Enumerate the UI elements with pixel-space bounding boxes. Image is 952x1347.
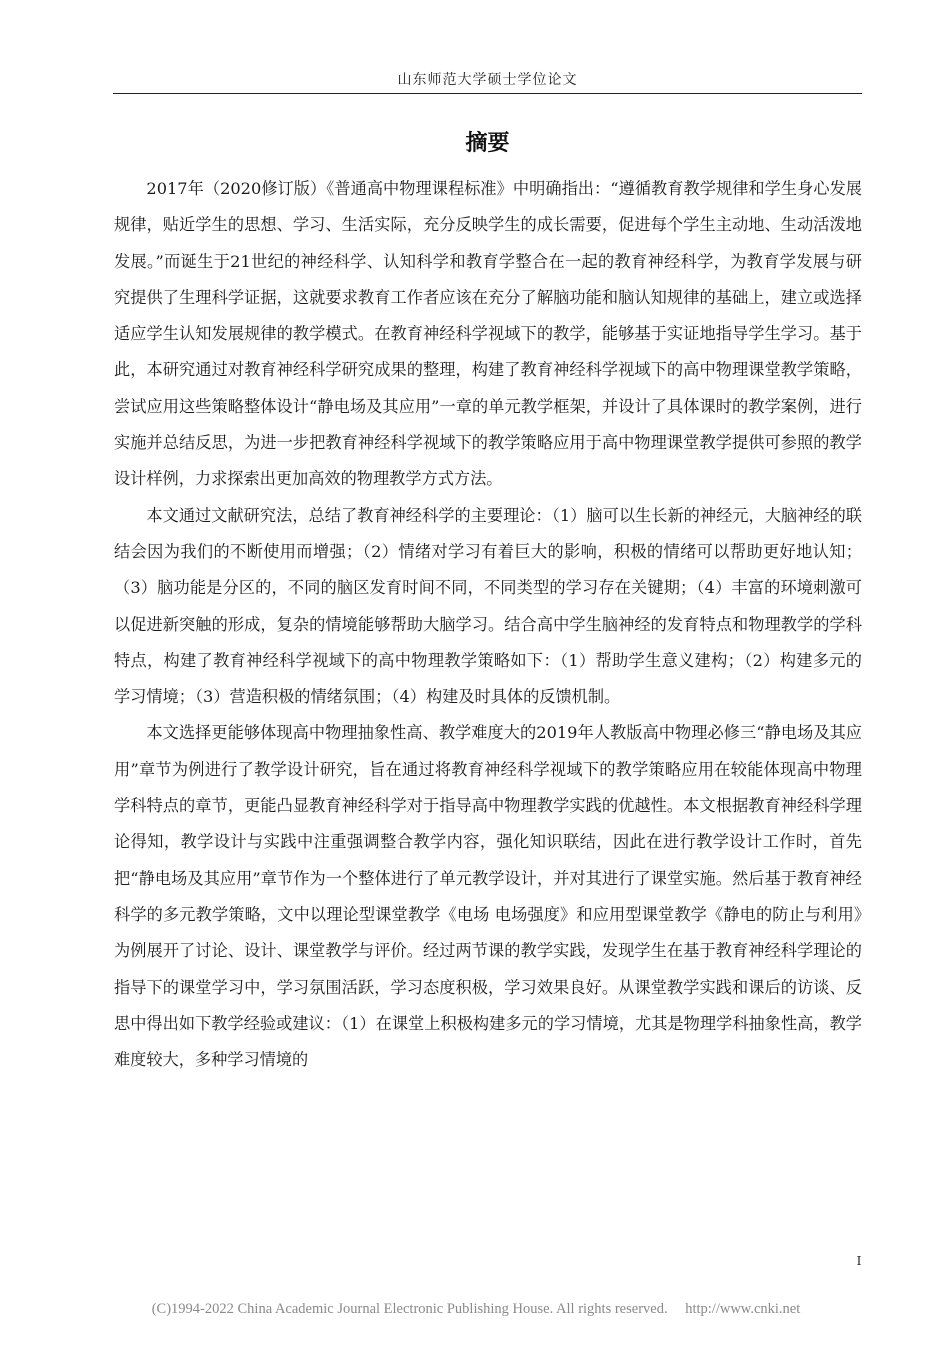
footer-copyright: (C)1994-2022 China Academic Journal Electronic Publishing House. All rights reserved. [151,1301,668,1317]
abstract-title: 摘要 [465,131,510,156]
abstract-paragraph-3: 本文选择更能够体现高中物理抽象性高、教学难度大的2019年人教版高中物理必修三“静电场及其应用”章节为例进行了教学设计研究，旨在通过将教育神经科学视域下的教学策略应用在较能体现高中物理学科特点的章节，更能凸显教育神经科学对于指导高中物理教学实践的优越性。本文根据教育神经科学理论得知，教学设计与实践中注重强调整合教学内容，强化知识联结，因此在进行教学设计工作时，首先把“静电场及其应用”章节作为一个整体进行了单元教学设计，并对其进行了课堂实施。然后基于教育神经科学的多元教学策略，文中以理论型课堂教学《电场 电场强度》和应用型课堂教学《静电的防止与利用》为例展开了讨论、设计、课堂教学与评价。经过两节课的教学实践，发现学生在基于教育神经科学理论的指导下的课堂学习中，学习氛围活跃，学习态度积极，学习效果良好。从课堂教学实践和课后的访谈、反思中得出如下教学经验或建议：（1）在课堂上积极构建多元的学习情境，尤其是物理学科抽象性高，教学难度较大，多种学习情境的 [114,723,862,1070]
footer-copyright-line [0,1299,952,1319]
abstract-body [114,171,862,1078]
running-header: 山东师范大学硕士学位论文 [397,72,578,88]
header-rule [113,93,862,94]
abstract-paragraph-2: 本文通过文献研究法，总结了教育神经科学的主要理论：（1）脑可以生长新的神经元，大脑神经的联结会因为我们的不断使用而增强；（2）情绪对学习有着巨大的影响，积极的情绪可以帮助更好地认知；（3）脑功能是分区的，不同的脑区发育时间不同，不同类型的学习存在关键期；（4）丰富的环境刺激可以促进新突触的形成，复杂的情境能够帮助大脑学习。结合高中学生脑神经的发育特点和物理教学的学科特点，构建了教育神经科学视域下的高中物理教学策略如下：（1）帮助学生意义建构；（2）构建多元的学习情境；（3）营造积极的情绪氛围；（4）构建及时具体的反馈机制。 [114,505,862,707]
footer-url[interactable]: http://www.cnki.net [685,1301,801,1317]
page-number: I [856,1254,862,1268]
abstract-paragraph-1: 2017年（2020修订版）《普通高中物理课程标准》中明确指出：“遵循教育教学规律和学生身心发展规律，贴近学生的思想、学习、生活实际，充分反映学生的成长需要，促进每个学生主动地、生动活泼地发展。”而诞生于21世纪的神经科学、认知科学和教育学整合在一起的教育神经科学，为教育学发展与研究提供了生理科学证据，这就要求教育工作者应该在充分了解脑功能和脑认知规律的基础上，建立或选择适应学生认知发展规律的教学模式。在教育神经科学视域下的教学，能够基于实证地指导学生学习。基于此，本研究通过对教育神经科学研究成果的整理，构建了教育神经科学视域下的高中物理课堂教学策略，尝试应用这些策略整体设计“静电场及其应用”一章的单元教学框架，并设计了具体课时的教学案例，进行实施并总结反思，为进一步把教育神经科学视域下的教学策略应用于高中物理课堂教学提供可参照的教学设计样例，力求探索出更加高效的物理教学方式方法。 [114,179,862,489]
